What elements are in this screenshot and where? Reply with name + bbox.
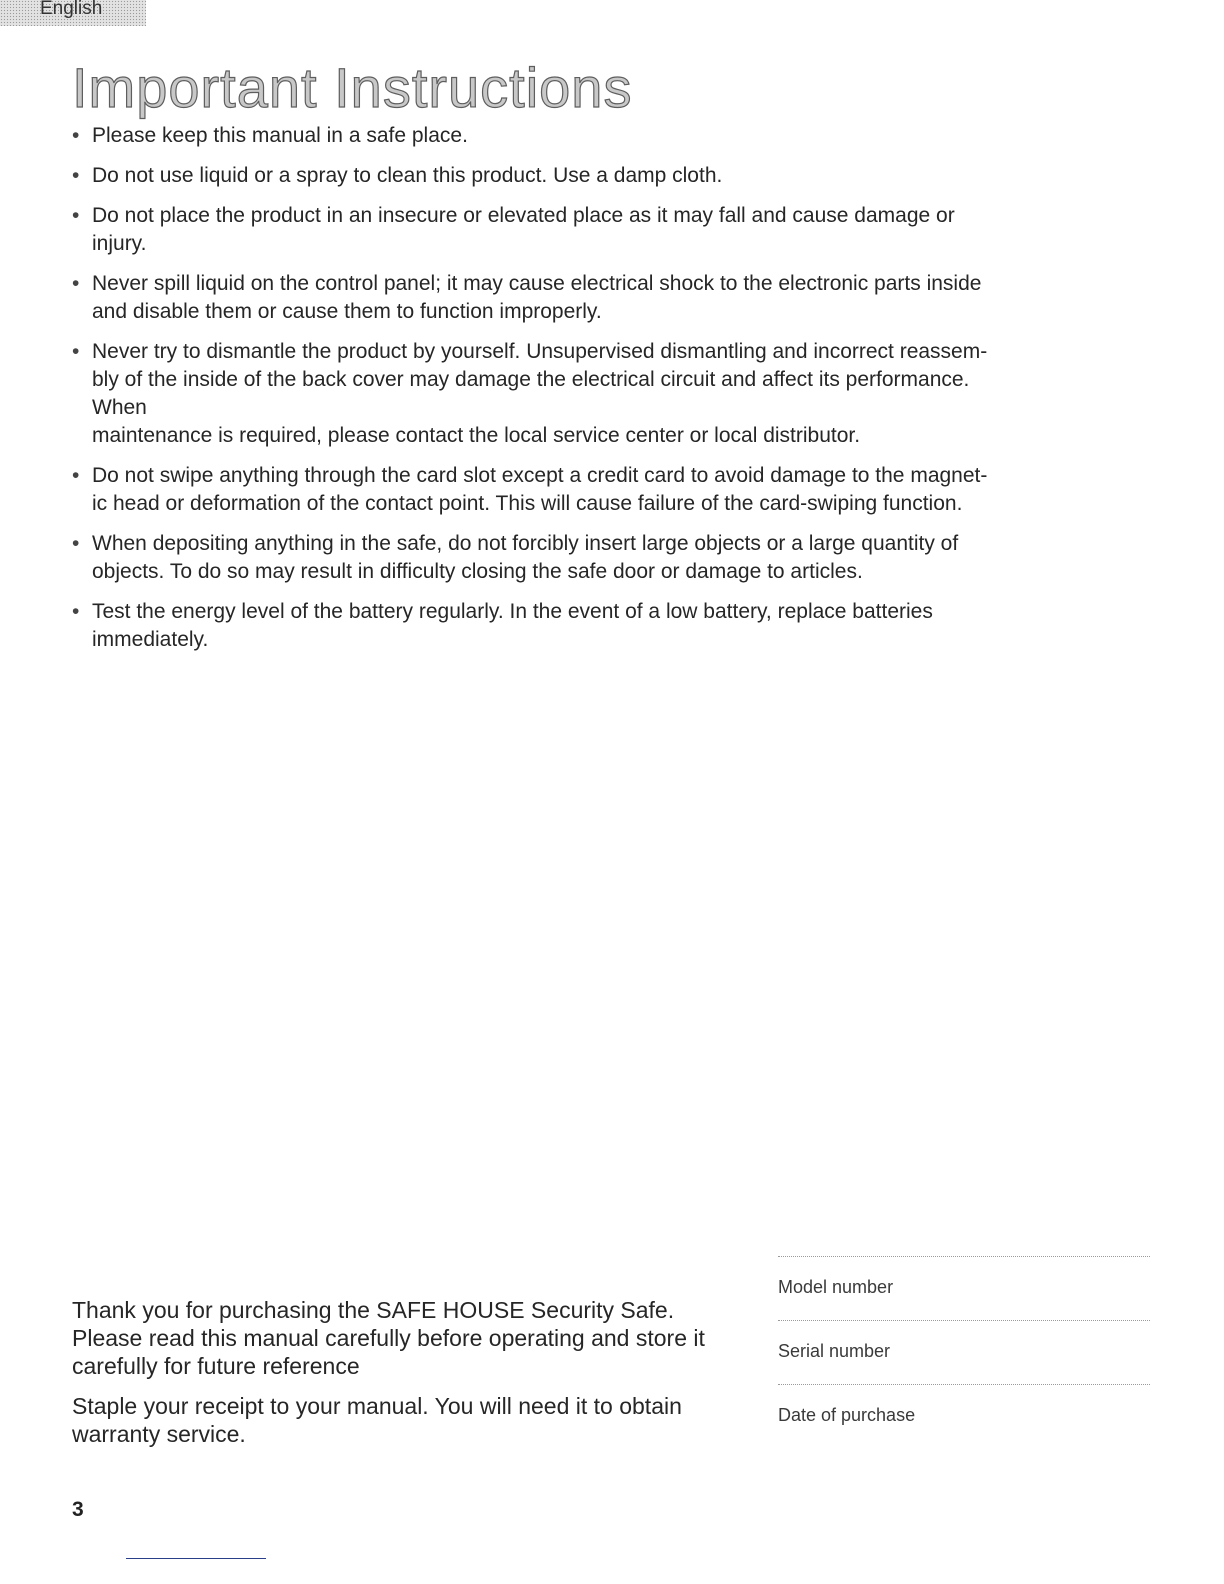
page-title: Important Instructions xyxy=(72,56,633,119)
instruction-item xyxy=(72,338,1152,450)
instruction-item xyxy=(72,270,1152,326)
date-of-purchase-field[interactable] xyxy=(778,1384,1150,1448)
footer-rule xyxy=(126,1558,266,1559)
instruction-line: ic head or deformation of the contact point. This will cause failure of the card-swiping function. xyxy=(92,492,963,515)
instruction-line: maintenance is required, please contact the local service center or local distributor. xyxy=(92,424,861,447)
instruction-line: objects. To do so may result in difficulty closing the safe door or damage to articles. xyxy=(92,560,863,583)
serial-number-label: Serial number xyxy=(778,1341,891,1361)
date-of-purchase-label: Date of purchase xyxy=(778,1405,916,1425)
bullet-icon: • xyxy=(72,164,80,187)
instruction-item xyxy=(72,122,1152,150)
thank-you-line: carefully for future reference xyxy=(72,1353,360,1379)
thank-you-note xyxy=(72,1296,762,1460)
instruction-item xyxy=(72,530,1152,586)
serial-number-field[interactable] xyxy=(778,1320,1150,1384)
instruction-line: injury. xyxy=(92,232,147,255)
page-number: 3 xyxy=(72,1498,84,1521)
instruction-line: Do not place the product in an insecure or elevated place as it may fall and cause damage or xyxy=(92,204,955,227)
instruction-item xyxy=(72,462,1152,518)
language-label: English xyxy=(40,0,103,19)
receipt-line: warranty service. xyxy=(72,1421,246,1447)
bullet-icon: • xyxy=(72,340,80,363)
receipt-paragraph xyxy=(72,1392,762,1448)
thank-you-line: Thank you for purchasing the SAFE HOUSE Security Safe. xyxy=(72,1297,675,1323)
instruction-line: Please keep this manual in a safe place. xyxy=(92,124,468,147)
instruction-line: Do not use liquid or a spray to clean this product. Use a damp cloth. xyxy=(92,164,723,187)
bullet-icon: • xyxy=(72,204,80,227)
purchase-record-form xyxy=(778,1256,1150,1448)
bullet-icon: • xyxy=(72,600,80,623)
instruction-line: When xyxy=(92,396,147,419)
instruction-line: bly of the inside of the back cover may damage the electrical circuit and affect its performance. xyxy=(92,368,970,391)
instruction-item xyxy=(72,162,1152,190)
thank-you-paragraph xyxy=(72,1296,762,1380)
instruction-line: Do not swipe anything through the card slot except a credit card to avoid damage to the magnet- xyxy=(92,464,988,487)
model-number-field[interactable] xyxy=(778,1256,1150,1320)
instruction-item xyxy=(72,598,1152,654)
instruction-item xyxy=(72,202,1152,258)
instruction-line: When depositing anything in the safe, do not forcibly insert large objects or a large quantity of xyxy=(92,532,959,555)
instruction-line: and disable them or cause them to function improperly. xyxy=(92,300,602,323)
instruction-line: Test the energy level of the battery regularly. In the event of a low battery, replace batteries xyxy=(92,600,933,623)
instruction-line: Never spill liquid on the control panel; it may cause electrical shock to the electronic parts inside xyxy=(92,272,982,295)
bullet-icon: • xyxy=(72,464,80,487)
receipt-line: Staple your receipt to your manual. You will need it to obtain xyxy=(72,1393,682,1419)
instruction-line: Never try to dismantle the product by yourself. Unsupervised dismantling and incorrect reassem- xyxy=(92,340,988,363)
language-tab xyxy=(0,0,146,26)
bullet-icon: • xyxy=(72,272,80,295)
instructions-list xyxy=(72,122,1152,666)
instruction-line: immediately. xyxy=(92,628,209,651)
bullet-icon: • xyxy=(72,124,80,147)
model-number-label: Model number xyxy=(778,1277,894,1297)
bullet-icon: • xyxy=(72,532,80,555)
thank-you-line: Please read this manual carefully before operating and store it xyxy=(72,1325,705,1351)
